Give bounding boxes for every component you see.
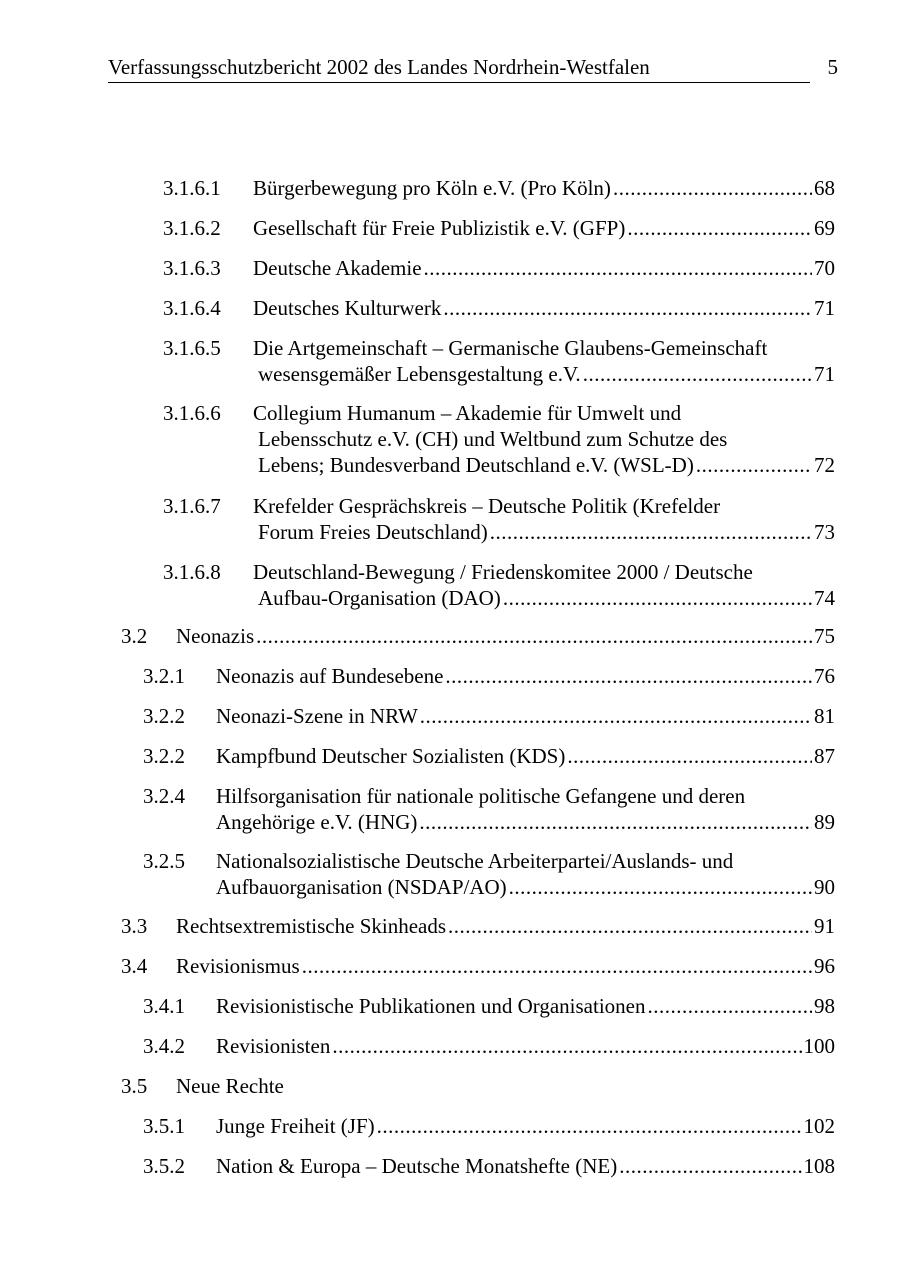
- toc-entry-title-line: Hilfsorganisation für nationale politische Gefangene und deren: [216, 784, 746, 808]
- dot-leader: [567, 743, 812, 769]
- dot-leader: [648, 993, 813, 1019]
- toc-entry-title: Gesellschaft für Freie Publizistik e.V. (GFP): [253, 216, 626, 240]
- toc-entry-title: Deutsches Kulturwerk: [253, 296, 442, 320]
- toc-entry-title-row: [253, 215, 835, 241]
- toc-entry-title: Forum Freies Deutschland): [258, 520, 488, 544]
- toc-entry-title: Junge Freiheit (JF): [216, 1114, 375, 1138]
- toc-entry-page-number: 70: [814, 256, 835, 280]
- toc-entry-page-number: 73: [814, 520, 835, 544]
- toc-entry-title: Lebens; Bundesverband Deutschland e.V. (WSL-D): [258, 453, 694, 477]
- header-rule: [108, 82, 810, 83]
- page-number: 5: [827, 55, 838, 79]
- toc-entry-page-number: 68: [814, 176, 835, 200]
- toc-entry-number: 3.2.5: [143, 849, 185, 873]
- toc-entry-title-line: Collegium Humanum – Akademie für Umwelt und: [253, 401, 682, 425]
- toc-entry-title-line: Deutschland-Bewegung / Friedenskomitee 2000 / Deutsche: [253, 560, 753, 584]
- toc-entry-page-number: 96: [814, 954, 835, 978]
- toc-entry-title-row: [258, 585, 835, 611]
- toc-entry-title-line: Krefelder Gesprächskreis – Deutsche Politik (Krefelder: [253, 494, 721, 518]
- dot-leader: [377, 1113, 802, 1139]
- toc-entry-title-row: [258, 452, 835, 478]
- toc-entry-page-number: 74: [814, 586, 835, 610]
- toc-entry-title: Rechtsextremistische Skinheads: [176, 914, 447, 938]
- toc-entry-title-row: [176, 1073, 835, 1099]
- toc-entry-title: Neonazi-Szene in NRW: [216, 704, 418, 728]
- toc-entry-title: Neonazis: [176, 624, 255, 648]
- toc-entry-number: 3.2.4: [143, 784, 185, 808]
- toc-entry-title-row: [216, 703, 835, 729]
- toc-entry-title-row: [216, 993, 835, 1019]
- dot-leader: [503, 585, 812, 611]
- dot-leader: [424, 255, 812, 281]
- toc-entry-title: Nation & Europa – Deutsche Monatshefte (NE): [216, 1154, 618, 1178]
- toc-entry-title: Kampfbund Deutscher Sozialisten (KDS): [216, 744, 566, 768]
- toc-entry-number: 3.1.6.8: [163, 560, 221, 584]
- running-title: Verfassungsschutzbericht 2002 des Landes Nordrhein-Westfalen: [108, 55, 650, 79]
- dot-leader: [448, 913, 812, 939]
- toc-entry-title-row: [253, 255, 835, 281]
- toc-entry-title: wesensgemäßer Lebensgestaltung e.V.: [258, 362, 581, 386]
- toc-entry-page-number: 90: [814, 875, 835, 899]
- toc-entry-title-row: [258, 519, 835, 545]
- toc-entry-number: 3.2.2: [143, 744, 185, 768]
- toc-entry-title-row: [176, 913, 835, 939]
- toc-entry-page-number: 100: [803, 1034, 835, 1058]
- toc-entry-title: Revisionisten: [216, 1034, 331, 1058]
- toc-entry-title-row: [253, 175, 835, 201]
- toc-entry-number: 3.2.2: [143, 704, 185, 728]
- toc-entry-title-row: [216, 743, 835, 769]
- toc-entry-title: Aufbauorganisation (NSDAP/AO): [216, 875, 507, 899]
- toc-entry-number: 3.5: [121, 1074, 148, 1098]
- toc-entry-page-number: 72: [814, 453, 835, 477]
- toc-entry-page-number: 108: [803, 1154, 835, 1178]
- toc-entry-title-row: [216, 663, 835, 689]
- toc-entry-page-number: 75: [814, 624, 835, 648]
- toc-entry-number: 3.3: [121, 914, 148, 938]
- toc-entry-title-line: Nationalsozialistische Deutsche Arbeiterpartei/Auslands- und: [216, 849, 734, 873]
- toc-entry-number: 3.1.6.3: [163, 256, 221, 280]
- toc-entry-number: 3.2.1: [143, 664, 185, 688]
- toc-entry-title: Angehörige e.V. (HNG): [216, 810, 418, 834]
- dot-leader: [420, 703, 812, 729]
- dot-leader: [256, 623, 812, 649]
- toc-entry-page-number: 81: [814, 704, 835, 728]
- toc-entry-title: Neue Rechte: [176, 1074, 284, 1098]
- toc-entry-number: 3.4.1: [143, 994, 185, 1018]
- toc-entry-title-row: [176, 953, 835, 979]
- dot-leader: [419, 809, 812, 835]
- toc-entry-number: 3.1.6.2: [163, 216, 221, 240]
- toc-entry-title-row: [216, 1113, 835, 1139]
- dot-leader: [583, 361, 812, 387]
- toc-entry-title-line: Lebensschutz e.V. (CH) und Weltbund zum Schutze des: [258, 427, 728, 451]
- toc-entry-number: 3.5.1: [143, 1114, 185, 1138]
- toc-entry-title-row: [258, 361, 835, 387]
- toc-entry-title: Neonazis auf Bundesebene: [216, 664, 444, 688]
- dot-leader: [445, 663, 812, 689]
- toc-entry-title-row: [216, 874, 835, 900]
- toc-entry-title: Revisionismus: [176, 954, 300, 978]
- dot-leader: [490, 519, 812, 545]
- toc-entry-number: 3.1.6.7: [163, 494, 221, 518]
- dot-leader: [443, 295, 812, 321]
- toc-entry-title-row: [216, 1033, 835, 1059]
- toc-entry-title: Bürgerbewegung pro Köln e.V. (Pro Köln): [253, 176, 611, 200]
- toc-entry-title: Revisionistische Publikationen und Organisationen: [216, 994, 646, 1018]
- toc-entry-title-row: [176, 623, 835, 649]
- toc-entry-page-number: 91: [814, 914, 835, 938]
- dot-leader: [509, 874, 812, 900]
- dot-leader: [619, 1153, 801, 1179]
- toc-entry-number: 3.1.6.1: [163, 176, 221, 200]
- toc-entry-number: 3.1.6.4: [163, 296, 221, 320]
- toc-entry-number: 3.4.2: [143, 1034, 185, 1058]
- toc-entry-page-number: 71: [814, 362, 835, 386]
- toc-entry-page-number: 76: [814, 664, 835, 688]
- dot-leader: [613, 175, 812, 201]
- toc-entry-title: Deutsche Akademie: [253, 256, 422, 280]
- toc-entry-number: 3.2: [121, 624, 148, 648]
- toc-entry-page-number: 69: [814, 216, 835, 240]
- toc-entry-title-row: [216, 809, 835, 835]
- toc-entry-page-number: 89: [814, 810, 835, 834]
- toc-entry-number: 3.4: [121, 954, 148, 978]
- dot-leader: [302, 953, 812, 979]
- toc-entry-number: 3.1.6.6: [163, 401, 221, 425]
- toc-entry-number: 3.5.2: [143, 1154, 185, 1178]
- toc-entry-page-number: 87: [814, 744, 835, 768]
- toc-entry-number: 3.1.6.5: [163, 336, 221, 360]
- toc-entry-page-number: 102: [803, 1114, 835, 1138]
- toc-entry-title-row: [253, 295, 835, 321]
- page-header: [108, 54, 838, 84]
- toc-entry-page-number: 71: [814, 296, 835, 320]
- toc-entry-title-line: Die Artgemeinschaft – Germanische Glaubens-Gemeinschaft: [253, 336, 768, 360]
- dot-leader: [696, 452, 812, 478]
- toc-entry-title: Aufbau-Organisation (DAO): [258, 586, 501, 610]
- toc-entry-title-row: [216, 1153, 835, 1179]
- dot-leader: [332, 1033, 801, 1059]
- dot-leader: [627, 215, 812, 241]
- toc-entry-page-number: 98: [814, 994, 835, 1018]
